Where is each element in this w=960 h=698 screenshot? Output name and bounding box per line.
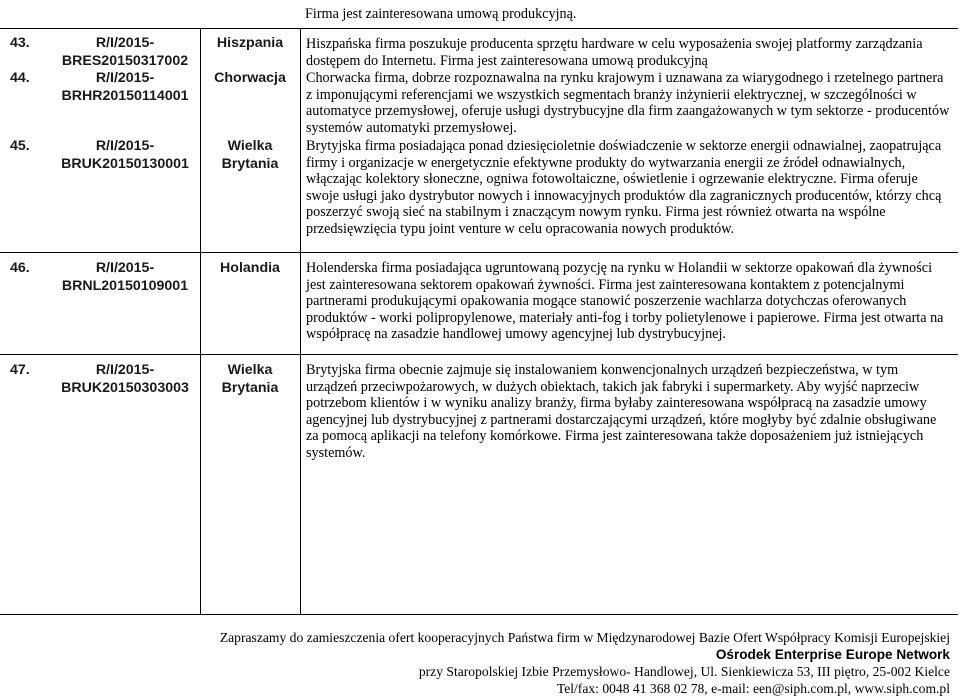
footer-address: przy Staropolskiej Izbie Przemysłowo- Handlowej, Ul. Sienkiewicza 53, III piętro, 25-002 Kielce	[418, 664, 950, 679]
table-row-43-country: Hiszpania	[216, 35, 284, 51]
offers-table	[0, 28, 958, 615]
row-divider	[0, 252, 958, 253]
offer-id: R/I/2015-BRUK20150303003	[61, 362, 189, 396]
row-number: 43.	[10, 35, 30, 51]
row-divider	[0, 28, 958, 29]
table-row-46-description: Holenderska firma posiadająca ugruntowaną pozycję na rynku w Holandii w sektorze opakowań dla żywności jest zainteresowana sektorem opakowań żywności. Firma jest zainteresowana kontaktem z potencjalnymi partnerami produkującymi opakowania mogące stanowić poszerzenie wachlarza dotychczas oferowanych produktów - worki polipropylenowe, materiały anti-fog i torby polietylenowe i papierowe. Firma jest otwarta na współpracę na zasadzie handlowej umowy agencyjnej lub dystrybucyjnej.	[306, 260, 944, 342]
row-number: 46.	[10, 260, 30, 276]
table-row-46-country: Holandia	[220, 260, 280, 276]
row-number: 45.	[10, 138, 30, 154]
table-row-47-country: Wielka Brytania	[221, 362, 279, 396]
offer-id: R/I/2015-BRNL20150109001	[61, 260, 189, 294]
table-row-44-description: Chorwacka firma, dobrze rozpoznawalna na rynku krajowym i uznawana za wiarygodnego i rzetelnego partnera z imponującymi referencjami we wszystkich segmentach branży inżynierii elektrycznej, w szczególności w automatyce przemysłowej, oferuje usługi dystrybucyjne dla firm zaangażowanych w tym sektorze - producentów systemów automatyki przemysłowej.	[306, 70, 950, 136]
offer-id: R/I/2015-BRUK20150130001	[61, 138, 189, 172]
table-row-47-description: Brytyjska firma obecnie zajmuje się instalowaniem konwencjonalnych urządzeń bezpieczeństwa, w tym urządzeń przeciwpożarowych, w dużych obiektach, takich jak fabryki i supermarkety. Aby wyjść naprzeciw potrzebom klientów i w wyniku analizy branży, firma byłaby zainteresowana współpracą na zasadzie umowy agencyjnej lub dystrybucyjnej z partnerami dostarczającymi urządzeń, które mogłyby być zdalnie obsługiwane za pomocą aplikacji na telefony komórkowe. Firma jest zainteresowana także doposażeniem już istniejących systemów.	[306, 362, 937, 461]
row-divider	[0, 354, 958, 355]
row-number: 47.	[10, 362, 30, 378]
column-divider	[200, 28, 201, 615]
row-number: 44.	[10, 70, 30, 86]
table-row-45-country: Wielka Brytania	[221, 138, 279, 172]
continuation-text: Firma jest zainteresowana umową produkcyjną.	[305, 6, 577, 22]
table-row-44-country: Chorwacja	[214, 70, 286, 86]
offer-id: R/I/2015-BRES20150317002	[61, 35, 189, 69]
table-row-45-description: Brytyjska firma posiadająca ponad dziesięcioletnie doświadczenie w sektorze energii odnawialnej, zaopatrująca firmy i organizacje w energetycznie efektywne produkty do wytwarzania energii ze źródeł odnawialnych, włączając kolektory słoneczne, ogniwa fotowoltaiczne, oświetlenie i ogrzewanie elektryczne. Firma oferuje swoje usługi jako dystrybutor nowych i innowacyjnych produktów dla zagranicznych producentów, którzy chcą poszerzyć swoją sieć na stabilnym i znaczącym nowym rynku. Firma jest również otwarta na wspólne przedsięwzięcia typu joint venture w celu opracowania nowych produktów.	[306, 138, 942, 237]
table-row-43-description: Hiszpańska firma poszukuje producenta sprzętu hardware w celu wyposażenia swojej platformy zarządzania dostępem do Internetu. Firma jest zainteresowana umową produkcyjną	[306, 36, 923, 69]
offer-id: R/I/2015-BRHR20150114001	[61, 70, 189, 104]
page-footer	[0, 629, 950, 697]
footer-contact: Tel/fax: 0048 41 368 02 78, e-mail: een@siph.com.pl, www.siph.com.pl	[556, 681, 950, 696]
footer-network-name: Ośrodek Enterprise Europe Network	[715, 647, 950, 662]
row-divider	[0, 614, 958, 615]
footer-invitation: Zapraszamy do zamieszczenia ofert kooperacyjnych Państwa firm w Międzynarodowej Bazie Ofert Współpracy Komisji Europejskiej	[219, 630, 950, 645]
column-divider	[300, 28, 301, 615]
